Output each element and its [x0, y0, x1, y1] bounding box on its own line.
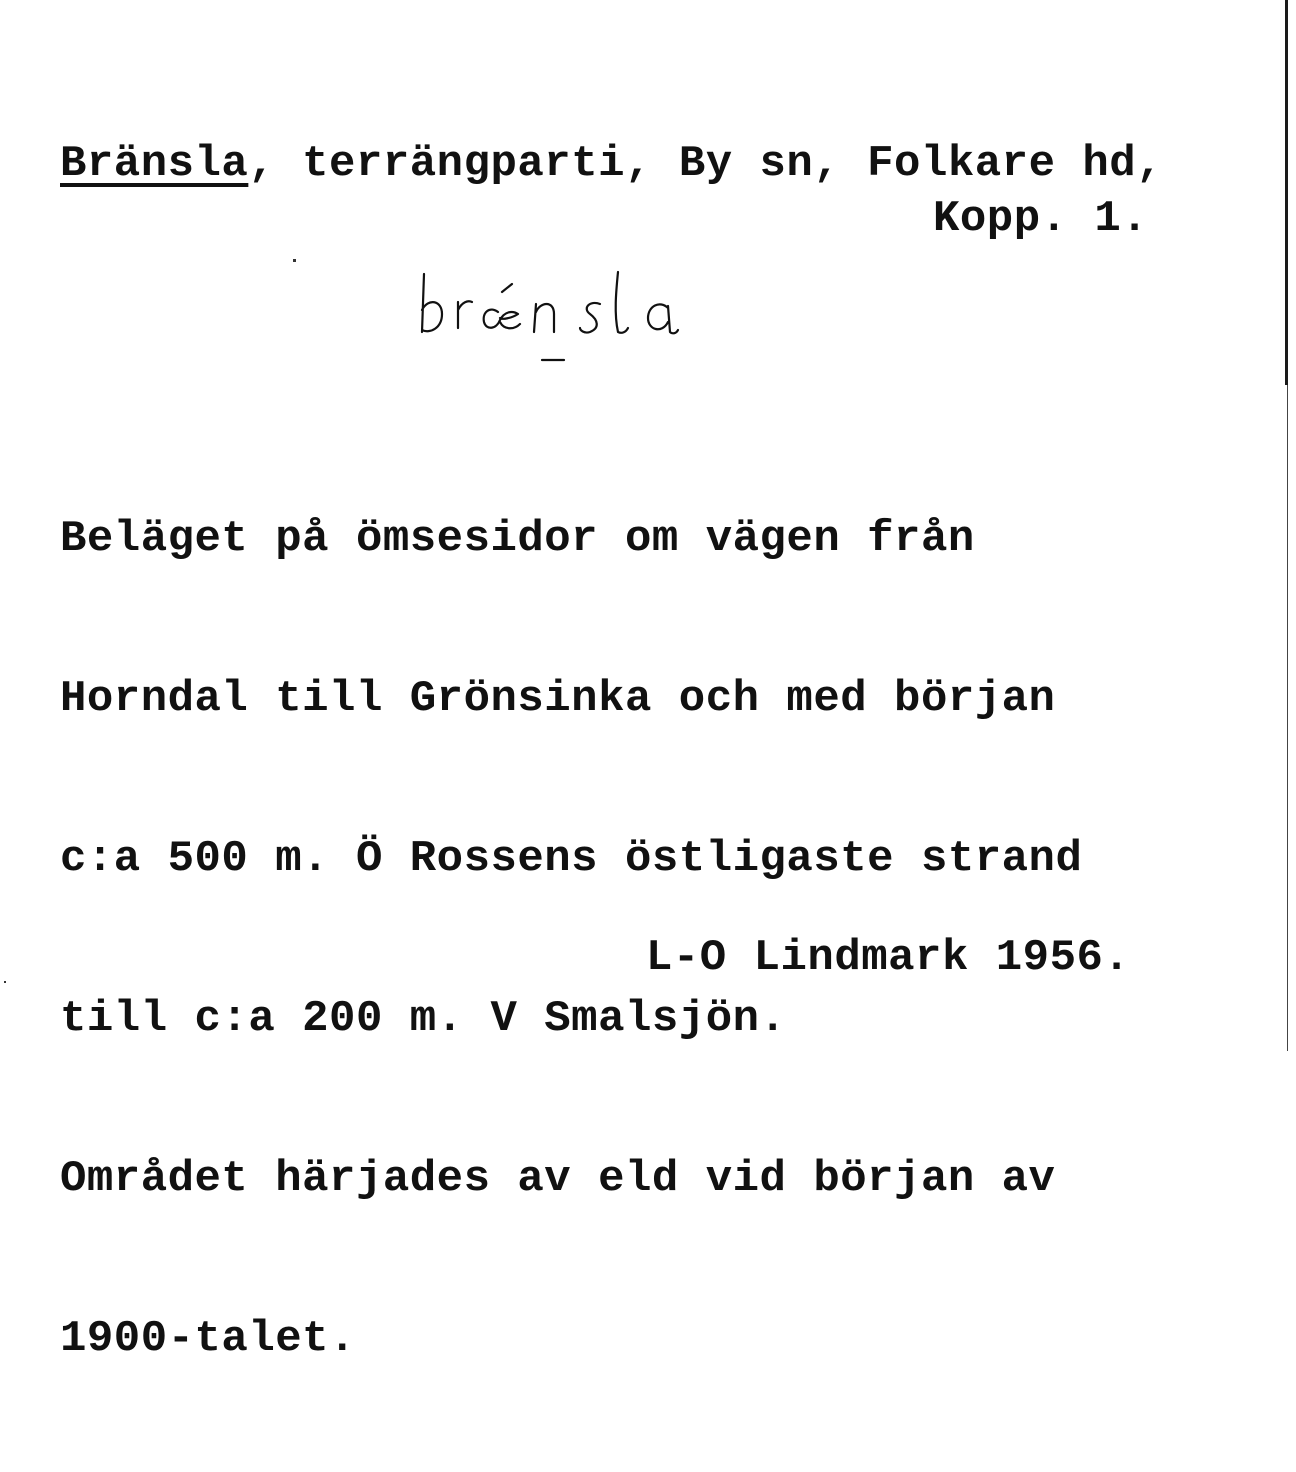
description-line: c:a 500 m. Ö Rossens östligaste strand [60, 834, 1083, 884]
signature: L-O Lindmark 1956. [646, 933, 1131, 983]
description-line: Beläget på ömsesidor om vägen från [60, 514, 975, 564]
description-line: till c:a 200 m. V Smalsjön. [60, 994, 787, 1044]
handwriting-glyphs [416, 262, 696, 372]
card-right-edge [1285, 0, 1288, 385]
card-header [60, 137, 1163, 191]
description-line: Området härjades av eld vid början av [60, 1154, 1056, 1204]
headword: Bränsla [60, 139, 249, 189]
header-description: , terrängparti, By sn, Folkare hd, [248, 139, 1164, 189]
handwritten-pronunciation [416, 262, 696, 372]
card-right-edge-lower [1287, 385, 1288, 1051]
map-reference: Kopp. 1. [933, 194, 1149, 244]
speck [293, 259, 296, 262]
description-line: 1900-talet. [60, 1314, 356, 1364]
description-line: Horndal till Grönsinka och med början [60, 674, 1056, 724]
speck [4, 981, 6, 983]
